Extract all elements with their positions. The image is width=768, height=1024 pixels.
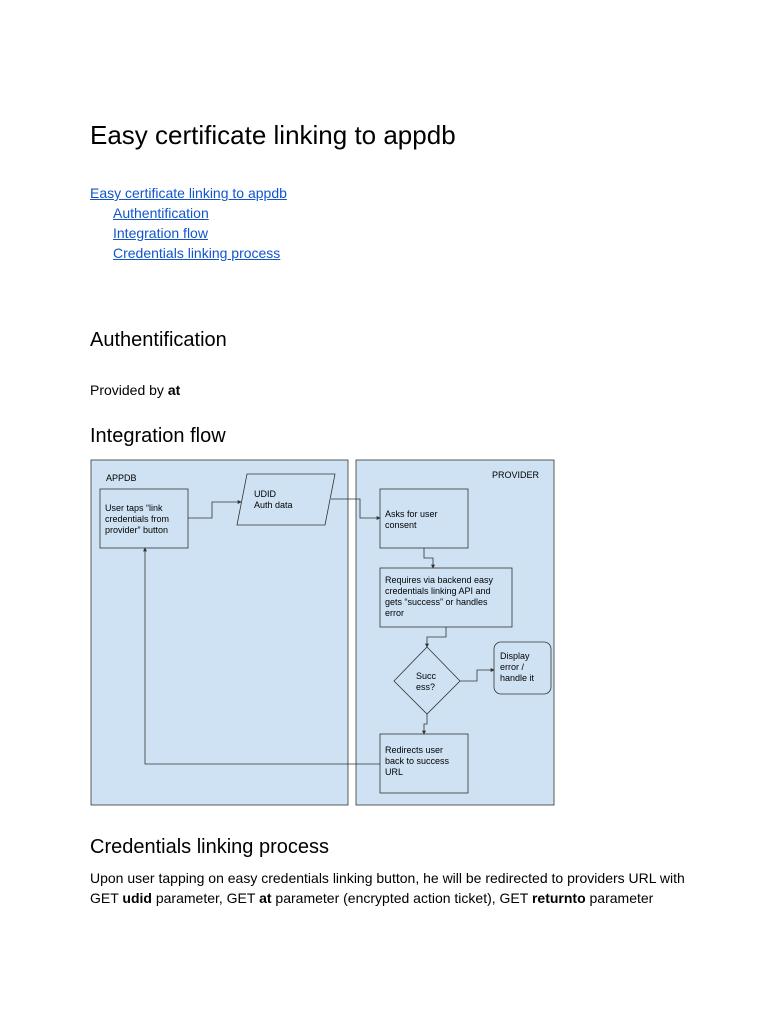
node-requires-backend-line4: error xyxy=(385,608,405,618)
node-success-line1: Succ xyxy=(416,671,437,681)
credentials-paragraph xyxy=(90,868,685,908)
toc-link-integration-flow[interactable]: Integration flow xyxy=(113,225,208,241)
node-redirects-line1: Redirects user xyxy=(385,745,444,755)
node-display-error-line1: Display xyxy=(500,651,530,661)
heading-authentification: Authentification xyxy=(90,329,227,351)
node-success-line2: ess? xyxy=(416,682,436,692)
node-display-error-line2: error / xyxy=(500,662,525,672)
node-udid-line2: Auth data xyxy=(254,500,293,510)
authentification-text-prefix: Provided by xyxy=(90,382,168,398)
node-redirects-line2: back to success xyxy=(385,756,450,766)
lane-appdb-label: APPDB xyxy=(106,473,137,483)
document-title: Easy certificate linking to appdb xyxy=(90,120,456,150)
credentials-returnto: returnto xyxy=(531,890,586,906)
credentials-line2-a: GET xyxy=(90,890,123,906)
authentification-text-bold: at xyxy=(167,382,181,398)
node-display-error-line3: handle it xyxy=(500,673,535,683)
node-user-taps-line1: User taps “link xyxy=(105,503,163,513)
credentials-line2-d: parameter xyxy=(585,890,654,906)
credentials-at: at xyxy=(259,890,272,906)
authentification-text xyxy=(90,380,180,400)
node-udid-line1: UDID xyxy=(254,489,276,499)
node-redirects-line3: URL xyxy=(385,767,404,777)
node-asks-consent-line2: consent xyxy=(385,520,417,530)
integration-flow-diagram xyxy=(90,459,556,807)
table-of-contents xyxy=(90,183,287,263)
node-user-taps-line2: credentials from xyxy=(105,514,170,524)
heading-integration-flow: Integration flow xyxy=(90,425,226,447)
node-requires-backend-line2: credentials linking API and xyxy=(385,586,491,596)
credentials-udid: udid xyxy=(122,890,152,906)
node-requires-backend-line3: gets “success” or handles xyxy=(385,597,488,607)
lane-provider-label: PROVIDER xyxy=(492,470,540,480)
toc-link-credentials-linking[interactable]: Credentials linking process xyxy=(113,245,281,261)
credentials-line2-b: parameter, GET xyxy=(151,890,260,906)
heading-credentials-linking: Credentials linking process xyxy=(90,836,330,858)
node-requires-backend-line1: Requires via backend easy xyxy=(385,575,494,585)
node-user-taps-line3: provider” button xyxy=(105,525,169,535)
node-asks-consent-line1: Asks for user xyxy=(385,509,438,519)
toc-link-authentification[interactable]: Authentification xyxy=(113,205,209,221)
credentials-line1: Upon user tapping on easy credentials linking button, he will be redirected to providers URL with xyxy=(90,870,685,886)
toc-link-document[interactable]: Easy certificate linking to appdb xyxy=(90,185,287,201)
credentials-line2-c: parameter (encrypted action ticket), GET xyxy=(271,890,532,906)
